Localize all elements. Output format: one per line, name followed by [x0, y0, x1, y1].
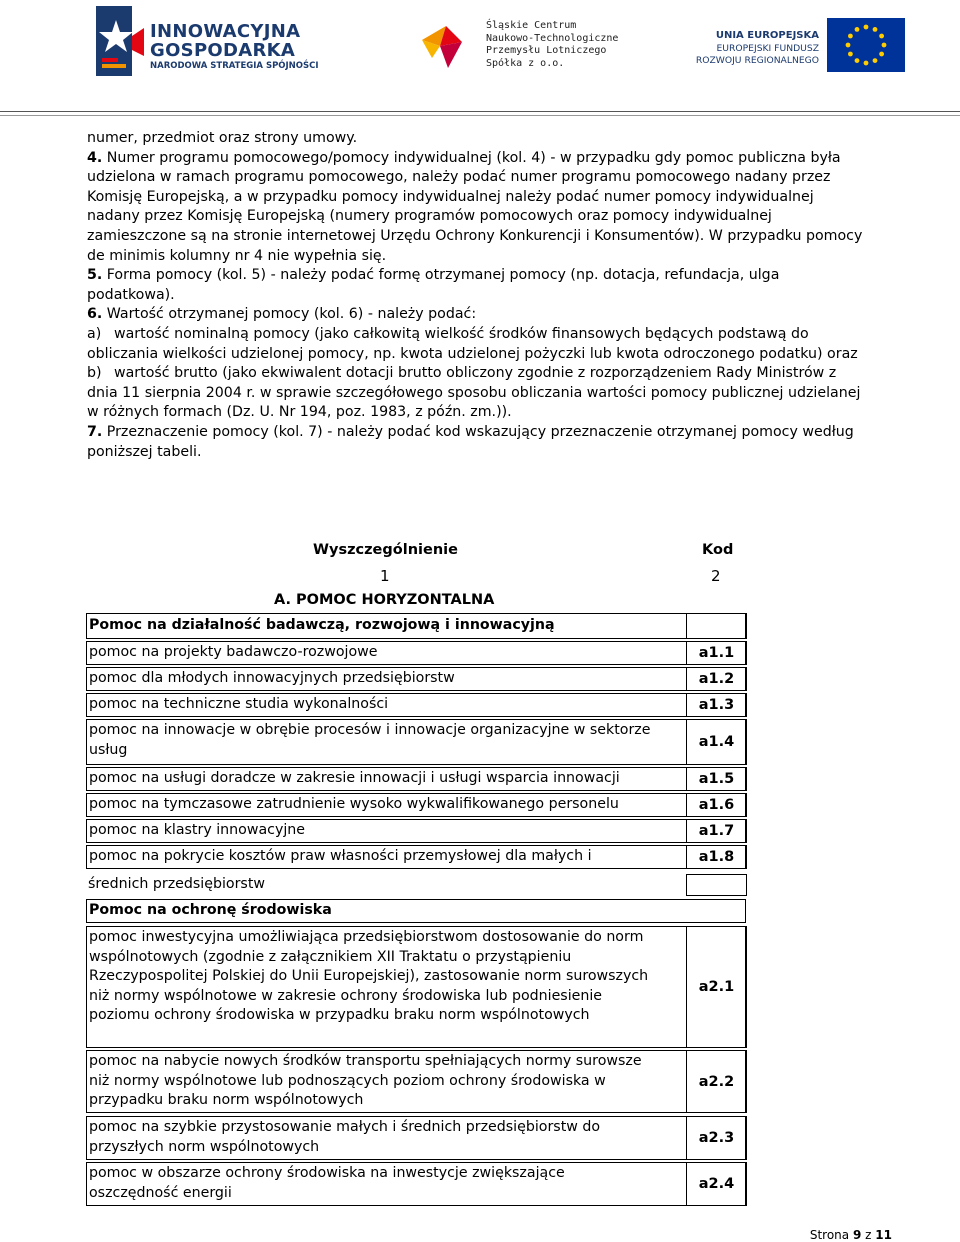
group-header-badawcza-label: Pomoc na działalność badawczą, rozwojową i innowacyjną [89, 617, 555, 634]
row-label-continuation: średnich przedsiębiorstw [88, 876, 265, 892]
paragraph-7 [87, 423, 867, 462]
star-flag-icon [96, 6, 144, 76]
item-number-6: 6. [87, 306, 103, 323]
eu-line3: ROZWOJU REGIONALNEGO [695, 55, 819, 66]
scntpl-line3: Przemysłu Lotniczego [486, 45, 607, 56]
table-row-label [86, 845, 746, 869]
table-row-label [86, 1116, 746, 1160]
group-header-srodowisko-label: Pomoc na ochronę środowiska [89, 902, 332, 919]
section-title-horyzontalna: A. POMOC HORYZONTALNA [274, 592, 495, 608]
row-label-a1-3: pomoc na techniczne studia wykonalności [89, 696, 389, 713]
code-cell: a1.2 [686, 667, 747, 691]
group-header-badawcza [86, 613, 746, 639]
table-row-label [86, 767, 746, 791]
eu-flag-icon [827, 18, 905, 72]
column-number-2: 2 [711, 567, 721, 585]
row-label-a1-8: pomoc na pokrycie kosztów praw własności przemysłowej dla małych i [89, 848, 592, 865]
item-number-5: 5. [87, 267, 103, 284]
eu-line2: EUROPEJSKI FUNDUSZ [716, 43, 819, 54]
table-row-label [86, 693, 746, 717]
innowacyjna-gospodarka-logo [96, 6, 321, 76]
logo-line-innowacyjna: INNOWACYJNA [150, 21, 301, 42]
code-cell: a1.6 [686, 793, 747, 817]
eu-line1: UNIA EUROPEJSKA [715, 30, 819, 41]
total-pages: 11 [875, 1228, 892, 1242]
code-cell: a1.5 [686, 767, 747, 791]
arrow-emblem-icon [418, 20, 474, 72]
paragraph-6b-text: wartość brutto (jako ekwiwalent dotacji brutto obliczony zgodnie z rozporządzeniem Rady Ministrów z dnia 11 sierpnia 2004 r. w sprawie szczegółowego sposobu obliczania wartości pomocy publicznej udzielanej w różnych formach (Dz. U. Nr 194, poz. 1983, z późn. zm.)). [87, 365, 861, 421]
page-separator: z [865, 1228, 872, 1242]
paragraph-7-text: Przeznaczenie pomocy (kol. 7) - należy podać kod wskazujący przeznaczenie otrzymanej pomocy według poniższej tabeli. [87, 423, 854, 460]
paragraph-4 [87, 149, 867, 267]
row-label-a2-3: pomoc na szybkie przystosowanie małych i średnich przedsiębiorstw do przyszłych norm wspólnotowych [89, 1119, 601, 1155]
paragraph-4-text: Numer programu pomocowego/pomocy indywidualnej (kol. 4) - w przypadku gdy pomoc publiczna była udzielona w ramach programu pomocowego, należy podać numer programu pomocowego nadany przez Komisję Europejską, a w przypadku pomocy indywidualnej należy podać numer pomocy indywidualnej nadany przez Komisję Europejską (numery programów pomocowych oraz pomocy indywidualnej zamieszczone są na stronie internetowej Urzędu Ochrony Konkurencji i Konsumentów). W przypadku pomocy de minimis kolumny nr 4 nie wypełnia się. [87, 149, 863, 264]
item-number-4: 4. [87, 149, 103, 166]
row-label-a1-1: pomoc na projekty badawczo-rozwojowe [89, 644, 378, 661]
row-label-a2-4: pomoc w obszarze ochrony środowiska na inwestycje zwiększające oszczędność energii [89, 1165, 565, 1201]
paragraph-6-text: Wartość otrzymanej pomocy (kol. 6) - należy podać: [102, 306, 477, 323]
column-number-1: 1 [380, 567, 390, 585]
row-label-a1-6: pomoc na tymczasowe zatrudnienie wysoko wykwalifikowanego personelu [89, 796, 619, 813]
paragraph-6a-text: wartość nominalną pomocy (jako całkowitą wielkość środków finansowych będących podstawą do obliczania wielkości udzielonej pomocy, np. kwota udzielonej pożyczki lub kwota odroczonego podatku) oraz [87, 325, 858, 362]
text-line-umowy: numer, przedmiot oraz strony umowy. [87, 130, 358, 146]
column-header-kod: Kod [702, 542, 734, 558]
header-divider-thin [0, 115, 960, 116]
table-row-label [86, 719, 746, 765]
paragraph-5 [87, 266, 867, 305]
scntpl-line4: Spółka z o.o. [486, 57, 565, 69]
paragraph-6 [87, 305, 867, 325]
code-cell: a2.1 [686, 926, 747, 1048]
paragraph-6b [87, 364, 867, 423]
logo-line-gospodarka: GOSPODARKA [150, 40, 296, 61]
scntpl-line1: Śląskie Centrum [486, 20, 577, 31]
item-label-b: b) [87, 365, 102, 382]
code-cell: a1.1 [686, 641, 747, 665]
code-cell: a1.3 [686, 693, 747, 717]
row-label-a1-4: pomoc na innowacje w obrębie procesów i innowacje organizacyjne w sektorze usług [89, 722, 651, 758]
current-page: 9 [852, 1228, 862, 1242]
item-label-a: a) [87, 325, 102, 342]
header-divider [0, 111, 960, 112]
page-number [810, 1228, 892, 1242]
table-row-label [86, 793, 746, 817]
table-row-label [86, 926, 746, 1048]
code-cell: a2.4 [686, 1162, 747, 1206]
code-cell-empty [686, 613, 747, 639]
row-label-a2-2: pomoc na nabycie nowych środków transportu spełniających normy surowsze niż normy wspólnotowe lub podnoszących poziom ochrony środowiska w przypadku braku norm wspólnotowych [89, 1053, 642, 1109]
column-header-wyszczegolnienie: Wyszczególnienie [313, 542, 458, 558]
row-label-a1-5: pomoc na usługi doradcze w zakresie innowacji i usługi wsparcia innowacji [89, 770, 620, 787]
logo-subtitle: NARODOWA STRATEGIA SPÓJNOŚCI [150, 61, 319, 71]
instructions-text [87, 129, 867, 462]
scntpl-logo [418, 20, 658, 70]
code-cell: a2.3 [686, 1116, 747, 1160]
code-cell: a1.4 [686, 719, 747, 765]
row-label-a1-7: pomoc na klastry innowacyjne [89, 822, 305, 839]
table-row-label [86, 667, 746, 691]
paragraph-5-text: Forma pomocy (kol. 5) - należy podać formę otrzymanej pomocy (np. dotacja, refundacja, ulga podatkowa). [87, 267, 780, 303]
page-header [0, 0, 960, 100]
page-prefix: Strona [809, 1228, 850, 1242]
table-row-label [86, 1050, 746, 1113]
item-number-7: 7. [87, 423, 103, 440]
code-cell: a1.7 [686, 819, 747, 843]
table-row-label [86, 1162, 746, 1206]
group-header-srodowisko [86, 899, 746, 923]
code-cell: a1.8 [686, 845, 747, 869]
row-label-a1-2: pomoc dla młodych innowacyjnych przedsiębiorstw [89, 670, 455, 687]
row-label-a2-1: pomoc inwestycyjna umożliwiająca przedsiębiorstwom dostosowanie do norm wspólnotowych (zgodnie z załącznikiem XII Traktatu o przystąpieniu Rzeczypospolitej Polskiej do Unii Europejskiej), zastosowanie norm surowszych niż normy wspólnotowe w zakresie ochrony środowiska lub podniesienie poziomu ochrony środowiska w przypadku braku norm wspólnotowych [89, 929, 649, 1024]
code-cell-empty [686, 874, 747, 896]
code-cell: a2.2 [686, 1050, 747, 1113]
paragraph-6a [87, 325, 867, 364]
table-row-label [86, 641, 746, 665]
eu-logo [695, 14, 905, 72]
scntpl-line2: Naukowo-Technologiczne [486, 32, 619, 44]
table-row-label [86, 819, 746, 843]
